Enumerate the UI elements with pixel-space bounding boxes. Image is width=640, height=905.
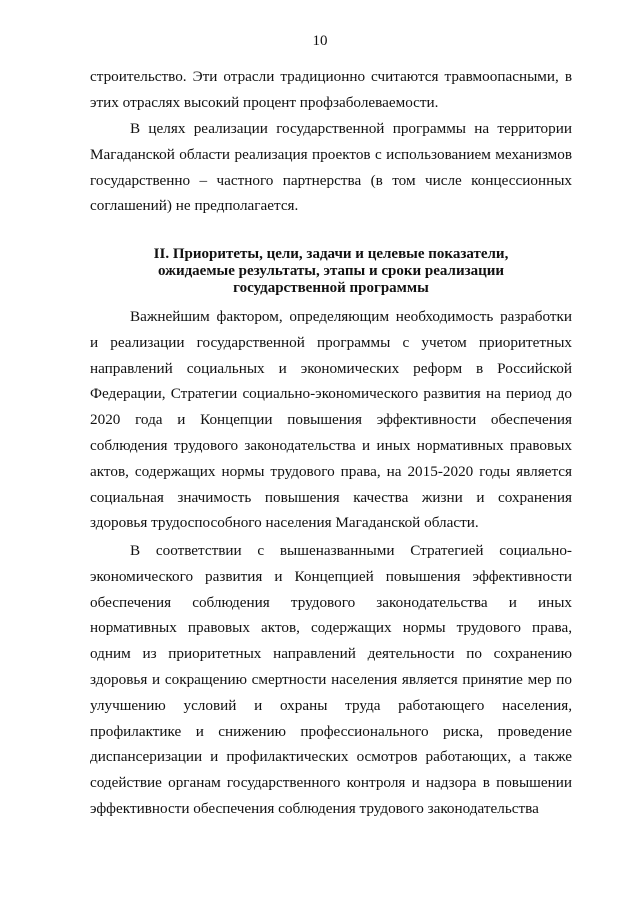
paragraph-partnership: В целях реализации государственной программы на территории Магаданской области реализация проектов с использованием механизмов государственно – частного партнерства (в том числе концессионных соглашений) не предполагается.: [90, 120, 572, 215]
page-number: 10: [312, 33, 328, 49]
section-heading-line-1: II. Приоритеты, цели, задачи и целевые показатели,: [153, 246, 509, 262]
section-heading-line-3: государственной программы: [233, 280, 429, 296]
section-heading: [90, 246, 572, 297]
paragraph-continuation: строительство. Эти отрасли традиционно считаются травмоопасными, в этих отраслях высокий процент профзаболеваемости.: [90, 68, 572, 111]
paragraph-priority-factor: Важнейшим фактором, определяющим необходимость разработки и реализации государственной программы с учетом приоритетных направлений социальных и экономических реформ в Российской Федерации, Стратегии социально-экономического развития на период до 2020 года и Концепции повышения эффективности обеспечения соблюдения трудового законодательства и иных нормативных правовых актов, содержащих нормы трудового права, на 2015-2020 годы является социальная значимость повышения качества жизни и сохранения здоровья трудоспособного населения Магаданской области.: [90, 308, 572, 532]
paragraph-strategy: В соответствии с вышеназванными Стратегией социально-экономического развития и Концепцией повышения эффективности обеспечения соблюдения трудового законодательства и иных нормативных правовых актов, содержащих нормы трудового права, одним из приоритетных направлений деятельности по сохранению здоровья и сокращению смертности населения является принятие мер по улучшению условий и охраны труда работающего населения, профилактике и снижению профессионального риска, проведение диспансеризации и профилактических осмотров работающих, а также содействие органам государственного контроля и надзора в повышении эффективности обеспечения соблюдения трудового законодательства: [90, 542, 572, 817]
section-heading-line-2: ожидаемые результаты, этапы и сроки реализации: [157, 263, 505, 279]
